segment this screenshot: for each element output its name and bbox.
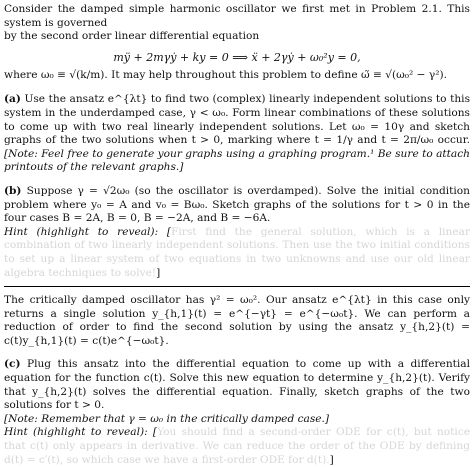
omega-definition: where ω₀ ≡ √(k/m). It may help throughout this problem to define ω̃ ≡ √(ω₀² − γ²). — [4, 68, 447, 81]
part-c-hint[interactable] — [4, 426, 470, 467]
part-b-hidden-hint[interactable]: First find the general solution, which is a linear combination of two linearly independent solutions. Then use the two initial conditions to set up a linear system of two equations in two unknowns and use our old linear algebra techniques to solve! — [4, 225, 471, 279]
part-a-note: [Note: Feel free to generate your graphs using a graphing program.¹ Be sure to attach printouts of the relevant graphs.] — [4, 147, 470, 174]
part-b-hint-label: Hint (highlight to reveal): [ — [4, 225, 172, 238]
part-c-text: Plug this ansatz into the differential equation to come up with a differential equation for the function c(t). Solve this new equation to determine y_{h,2}(t). Verify that y_{h,2}(t) solves the differential equation. Finally, sketch graphs of the two solutions for t > 0. — [4, 358, 470, 412]
part-b-text: Suppose γ = √2ω₀ (so the oscillator is overdamped). Solve the initial condition problem where y₀ = A and v₀ = Bω₀. Sketch graphs of the solutions for t > 0 in the four cases B = 2A, B = 0, B = −2A, and B = −6A. — [4, 184, 470, 225]
part-a — [4, 93, 470, 175]
part-a-text: Use the ansatz e^{λt} to find two (complex) linearly independent solutions to this system in the underdamped case, γ < ω₀. Form linear combinations of these solutions to come up with two real linearly independent solutions. Let ω₀ = 10γ and sketch graphs of the two solutions when t > 0, marking where t = 1/γ and t = 2π/ω₀ occur. — [4, 93, 470, 147]
part-b-label: (b) — [4, 184, 22, 197]
part-b-hint-close: ] — [156, 266, 161, 279]
intro-line-2: by the second order linear differential equation — [4, 30, 260, 43]
part-c-hint-close: ] — [329, 453, 334, 466]
intro-line-1: Consider the damped simple harmonic oscillator we first met in Problem 2.1. This system is governed — [4, 3, 470, 29]
part-c-note: [Note: Remember that γ = ω₀ in the critically damped case.] — [4, 412, 330, 425]
part-b — [4, 185, 470, 280]
section-divider — [4, 286, 470, 287]
part-c-hint-label: Hint (highlight to reveal): [ — [4, 426, 158, 439]
part-c-hidden-hint[interactable]: You should find a second-order ODE for c(t), but notice that c(t) only appears in derivative. We can reduce the order of the ODE by defining d(t) = c′(t), so which case we have a first-order ODE for d(t). — [4, 426, 471, 466]
part-c-label: (c) — [4, 358, 21, 371]
critical-damping-paragraph: The critically damped oscillator has γ² = ω₀². Our ansatz e^{λt} in this case only returns a single solution y_{h,1}(t) = e^{−γt} = e^{−ω₀t}. We can perform a reduction of order to find the second solution by using the ansatz y_{h,2}(t) = c(t)y_{h,1}(t) = c(t)e^{−ω₀t}. — [4, 294, 470, 347]
intro-paragraph — [4, 3, 470, 44]
governing-equation: mÿ + 2mγẏ + ky = 0 ⟹ ẍ + 2γẏ + ω₀²y = 0, — [113, 50, 361, 64]
problem-page — [4, 0, 470, 467]
part-c — [4, 358, 470, 467]
part-a-label: (a) — [4, 93, 21, 106]
part-b-hint[interactable] — [4, 226, 470, 280]
